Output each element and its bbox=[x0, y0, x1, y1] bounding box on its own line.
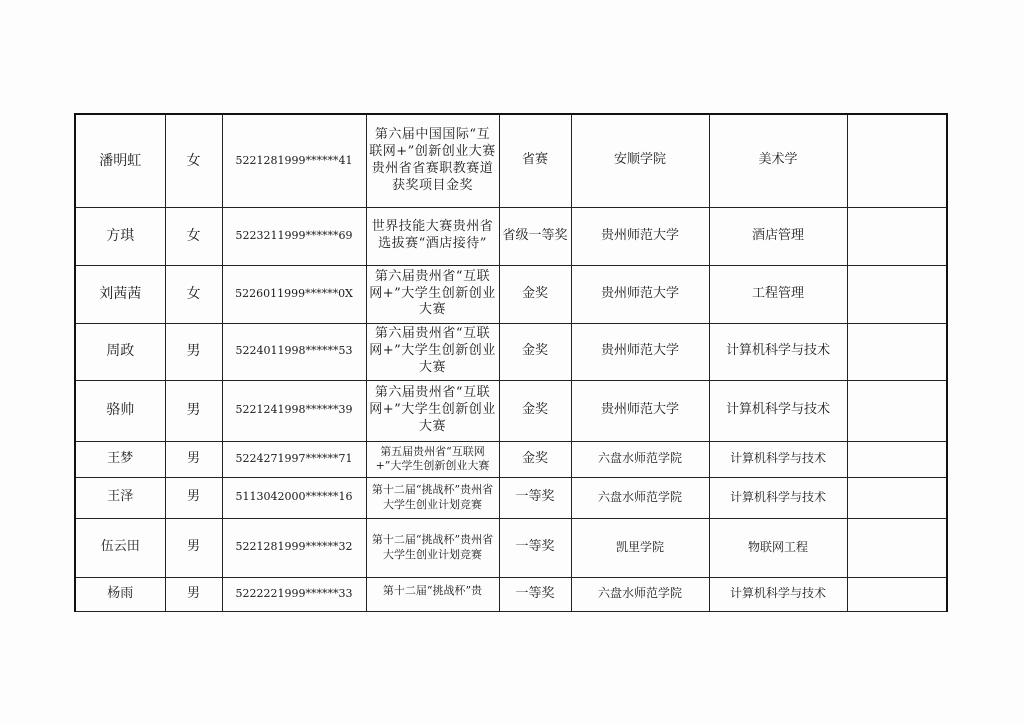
id-number-cell: 5226011999******0X bbox=[222, 265, 366, 323]
major-cell: 计算机科学与技术 bbox=[709, 577, 847, 611]
note-cell bbox=[847, 323, 947, 380]
award-cell: 世界技能大赛贵州省选拔赛“酒店接待” bbox=[366, 207, 499, 265]
name-cell: 王梦 bbox=[75, 441, 165, 477]
award-cell: 第十二届“挑战杯”贵州省大学生创业计划竞赛 bbox=[366, 518, 499, 577]
award-cell: 第十二届“挑战杯”贵州省大学生创业计划竞赛 bbox=[366, 477, 499, 518]
name-cell: 杨雨 bbox=[75, 577, 165, 611]
level-cell: 金奖 bbox=[499, 441, 571, 477]
table-row bbox=[75, 477, 947, 518]
id-number-cell: 5221281999******32 bbox=[222, 518, 366, 577]
id-number-cell: 5222221999******33 bbox=[222, 577, 366, 611]
major-cell: 美术学 bbox=[709, 114, 847, 207]
school-cell: 六盘水师范学院 bbox=[571, 577, 709, 611]
gender-cell: 男 bbox=[165, 380, 222, 441]
gender-cell: 女 bbox=[165, 265, 222, 323]
major-cell: 物联网工程 bbox=[709, 518, 847, 577]
school-cell: 六盘水师范学院 bbox=[571, 477, 709, 518]
gender-cell: 男 bbox=[165, 323, 222, 380]
name-cell: 王泽 bbox=[75, 477, 165, 518]
table-row bbox=[75, 114, 947, 207]
table-row bbox=[75, 207, 947, 265]
school-cell: 贵州师范大学 bbox=[571, 323, 709, 380]
table-row bbox=[75, 441, 947, 477]
school-cell: 六盘水师范学院 bbox=[571, 441, 709, 477]
name-cell: 潘明虹 bbox=[75, 114, 165, 207]
level-cell: 一等奖 bbox=[499, 518, 571, 577]
gender-cell: 男 bbox=[165, 441, 222, 477]
note-cell bbox=[847, 577, 947, 611]
name-cell: 伍云田 bbox=[75, 518, 165, 577]
table-row bbox=[75, 265, 947, 323]
award-cell: 第六届贵州省“互联网+”大学生创新创业大赛 bbox=[366, 265, 499, 323]
name-cell: 周政 bbox=[75, 323, 165, 380]
major-cell: 计算机科学与技术 bbox=[709, 441, 847, 477]
award-cell: 第六届贵州省“互联网+”大学生创新创业大赛 bbox=[366, 380, 499, 441]
gender-cell: 男 bbox=[165, 518, 222, 577]
award-cell: 第六届中国国际“互联网+”创新创业大赛贵州省省赛职教赛道获奖项目金奖 bbox=[366, 114, 499, 207]
level-cell: 金奖 bbox=[499, 323, 571, 380]
award-cell: 第十二届“挑战杯”贵 bbox=[366, 577, 499, 611]
name-cell: 骆帅 bbox=[75, 380, 165, 441]
table-row bbox=[75, 518, 947, 577]
school-cell: 贵州师范大学 bbox=[571, 207, 709, 265]
note-cell bbox=[847, 380, 947, 441]
note-cell bbox=[847, 114, 947, 207]
id-number-cell: 5224271997******71 bbox=[222, 441, 366, 477]
id-number-cell: 5221241998******39 bbox=[222, 380, 366, 441]
table-row bbox=[75, 323, 947, 380]
major-cell: 工程管理 bbox=[709, 265, 847, 323]
level-cell: 省级一等奖 bbox=[499, 207, 571, 265]
gender-cell: 男 bbox=[165, 477, 222, 518]
note-cell bbox=[847, 518, 947, 577]
award-cell: 第五届贵州省“互联网+”大学生创新创业大赛 bbox=[366, 441, 499, 477]
note-cell bbox=[847, 265, 947, 323]
note-cell bbox=[847, 477, 947, 518]
award-cell: 第六届贵州省“互联网+”大学生创新创业大赛 bbox=[366, 323, 499, 380]
level-cell: 一等奖 bbox=[499, 577, 571, 611]
major-cell: 计算机科学与技术 bbox=[709, 477, 847, 518]
award-winners-table bbox=[74, 113, 948, 612]
level-cell: 金奖 bbox=[499, 265, 571, 323]
id-number-cell: 5221281999******41 bbox=[222, 114, 366, 207]
name-cell: 方琪 bbox=[75, 207, 165, 265]
major-cell: 计算机科学与技术 bbox=[709, 323, 847, 380]
id-number-cell: 5113042000******16 bbox=[222, 477, 366, 518]
note-cell bbox=[847, 441, 947, 477]
gender-cell: 女 bbox=[165, 207, 222, 265]
table-row bbox=[75, 380, 947, 441]
school-cell: 贵州师范大学 bbox=[571, 265, 709, 323]
level-cell: 一等奖 bbox=[499, 477, 571, 518]
major-cell: 酒店管理 bbox=[709, 207, 847, 265]
id-number-cell: 5223211999******69 bbox=[222, 207, 366, 265]
gender-cell: 男 bbox=[165, 577, 222, 611]
gender-cell: 女 bbox=[165, 114, 222, 207]
id-number-cell: 5224011998******53 bbox=[222, 323, 366, 380]
level-cell: 省赛 bbox=[499, 114, 571, 207]
school-cell: 凯里学院 bbox=[571, 518, 709, 577]
school-cell: 贵州师范大学 bbox=[571, 380, 709, 441]
note-cell bbox=[847, 207, 947, 265]
level-cell: 金奖 bbox=[499, 380, 571, 441]
school-cell: 安顺学院 bbox=[571, 114, 709, 207]
table-row bbox=[75, 577, 947, 611]
major-cell: 计算机科学与技术 bbox=[709, 380, 847, 441]
name-cell: 刘茜茜 bbox=[75, 265, 165, 323]
